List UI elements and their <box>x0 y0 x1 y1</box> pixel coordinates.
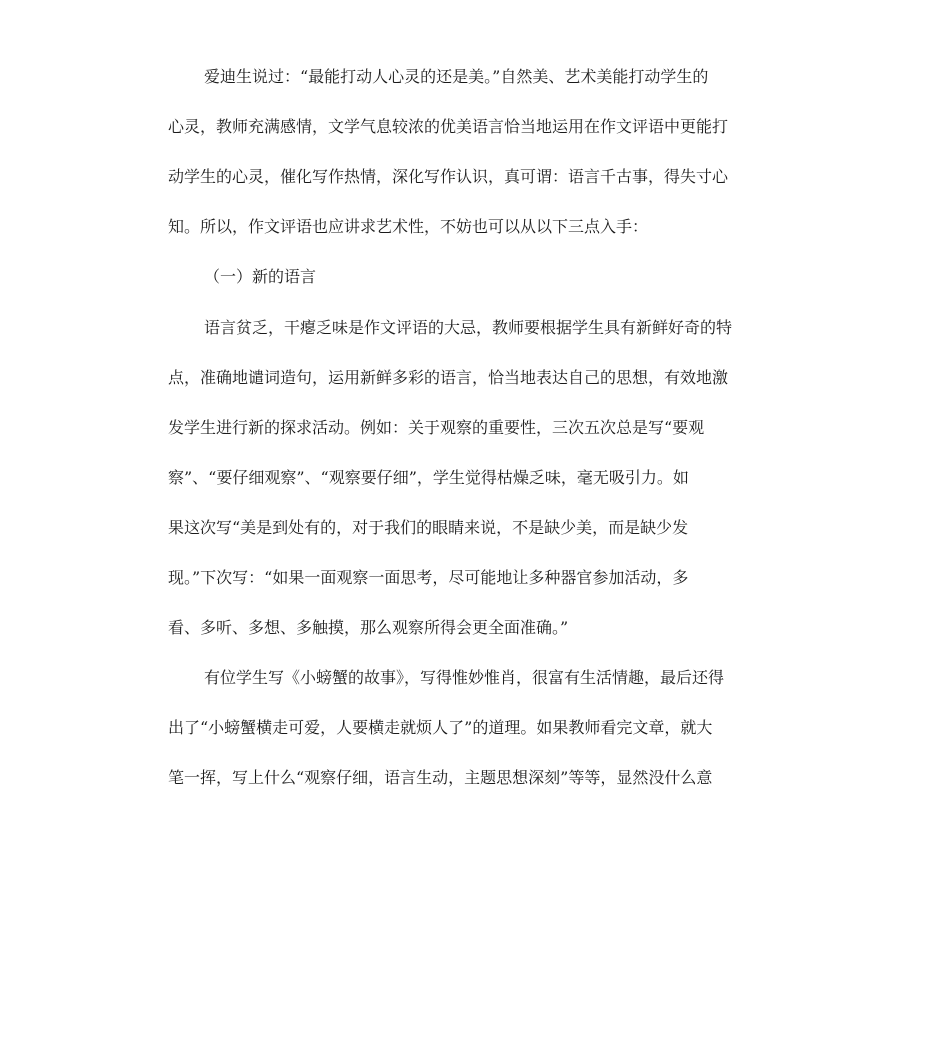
paragraph-2-line-5: 果这次写“美是到处有的，对于我们的眼睛来说，不是缺少美，而是缺少发 <box>168 518 689 537</box>
paragraph-2-line-1: 语言贫乏，干瘪乏味是作文评语的大忌，教师要根据学生具有新鲜好奇的特 <box>204 318 733 337</box>
paragraph-2-line-2: 点，准确地谴词造句，运用新鲜多彩的语言，恰当地表达自己的思想，有效地激 <box>168 368 729 387</box>
paragraph-1-line-4: 知。所以，作文评语也应讲求艺术性，不妨也可以从以下三点入手： <box>168 217 649 236</box>
section-heading: （一）新的语言 <box>204 267 317 286</box>
paragraph-3-line-2: 出了“小螃蟹横走可爱，人要横走就烦人了”的道理。如果教师看完文章，就大 <box>168 718 713 737</box>
paragraph-1-line-2: 心灵，教师充满感情，文学气息较浓的优美语言恰当地运用在作文评语中更能打 <box>168 117 729 136</box>
paragraph-1-line-3: 动学生的心灵，催化写作热情，深化写作认识，真可谓：语言千古事，得失寸心 <box>168 167 729 186</box>
paragraph-2-line-6: 现。”下次写：“如果一面观察一面思考，尽可能地让多种器官参加活动，多 <box>168 568 689 587</box>
paragraph-2-line-4: 察”、“要仔细观察”、“观察要仔细”，学生觉得枯燥乏味，毫无吸引力。如 <box>168 468 689 487</box>
paragraph-3-line-1: 有位学生写《小螃蟹的故事》，写得惟妙惟肖，很富有生活情趣，最后还得 <box>204 668 725 687</box>
paragraph-3-line-3: 笔一挥，写上什么“观察仔细，语言生动，主题思想深刻”等等，显然没什么意 <box>168 768 713 787</box>
paragraph-2-line-7: 看、多听、多想、多触摸，那么观察所得会更全面准确。” <box>168 618 569 637</box>
paragraph-1-line-1: 爱迪生说过：“最能打动人心灵的还是美。”自然美、艺术美能打动学生的 <box>204 67 709 86</box>
paragraph-2-line-3: 发学生进行新的探求活动。例如：关于观察的重要性，三次五次总是写“要观 <box>168 418 705 437</box>
